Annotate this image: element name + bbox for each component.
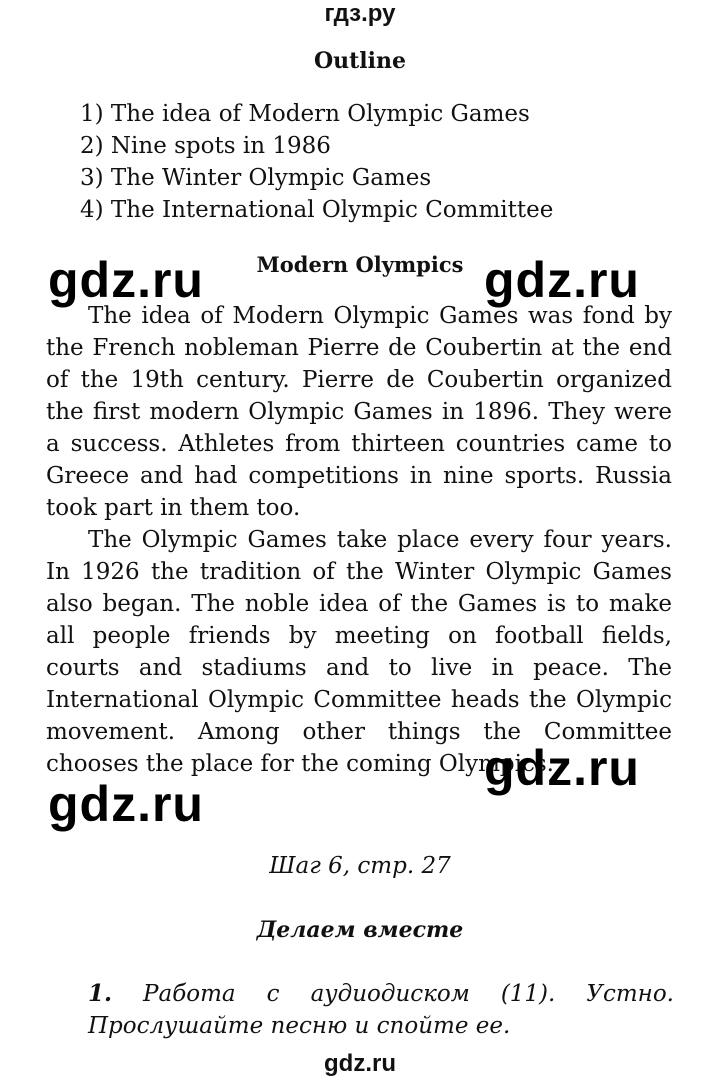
task-item <box>88 978 674 1042</box>
outline-title: Outline <box>313 48 407 74</box>
outline-list <box>80 98 700 226</box>
section-title: Modern Olympics <box>256 252 464 277</box>
article-paragraph: The idea of Modern Olympic Games was fond by the French nobleman Pierre de Coubertin at the end of the 19th century. Pierre de Coubertin organized the first modern Olympic Games in 1896. They were a success. Athletes from thirteen countries came to Greece and had competitions in nine sports. Russia took part in them too. <box>46 303 672 521</box>
watermark: gdz.ru <box>48 252 204 308</box>
outline-item: 3) The Winter Olympic Games <box>80 165 432 191</box>
subsection-title: Делаем вместе <box>256 917 464 943</box>
outline-item: 1) The idea of Modern Olympic Games <box>80 101 530 127</box>
task-number: 1. <box>88 980 113 1007</box>
outline-item: 2) Nine spots in 1986 <box>80 133 331 159</box>
task-text: Работа с аудиодиском (11). Устно. Прослушайте песню и спойте ее. <box>88 981 674 1039</box>
article-paragraph: The Olympic Games take place every four years. In 1926 the tradition of the Winter Olympic Games also began. The noble idea of the Games is to make all people friends by meeting on football fields, courts and stadiums and to live in peace. The International Olympic Committee heads the Olympic movement. Among other things the Committee chooses the place for the coming Olympics. <box>46 527 672 777</box>
site-footer: gdz.ru <box>324 1050 396 1077</box>
article-body <box>46 300 672 780</box>
watermark: gdz.ru <box>48 776 204 832</box>
site-header: гдз.ру <box>324 0 396 27</box>
outline-item: 4) The International Olympic Committee <box>80 197 554 223</box>
step-reference: Шаг 6, стр. 27 <box>269 853 451 879</box>
watermark: gdz.ru <box>484 740 640 796</box>
watermark: gdz.ru <box>484 252 640 308</box>
